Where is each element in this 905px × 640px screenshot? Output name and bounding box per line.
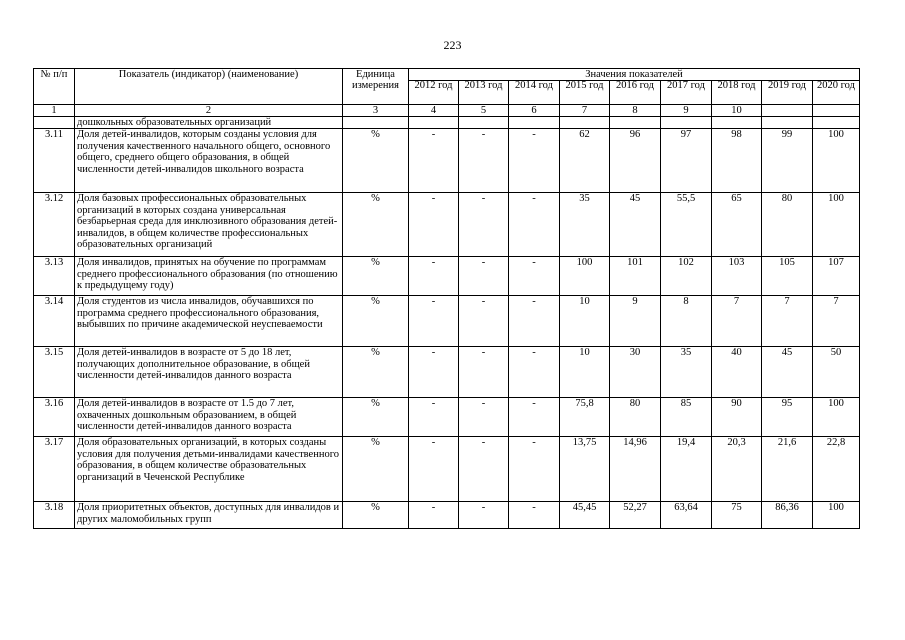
data-rows	[34, 129, 860, 529]
row-number: 3.12	[34, 193, 75, 257]
row-value: 80	[762, 193, 813, 257]
row-unit: %	[343, 129, 409, 193]
row-value: 96	[610, 129, 661, 193]
header-row-top	[34, 69, 860, 81]
row-value: -	[459, 437, 509, 502]
table-row	[34, 296, 860, 347]
row-indicator: Доля образовательных организаций, в которых созданы условия для получения детьми-инвалидами качественного образования, в общем количестве образовательных организаций в Чеченской Республике	[75, 437, 343, 502]
table-row	[34, 347, 860, 398]
header-year: 2016 год	[610, 81, 661, 105]
column-numbers-row	[34, 105, 860, 117]
row-value: -	[459, 502, 509, 529]
header-values: Значения показателей	[409, 69, 860, 81]
header-year: 2013 год	[459, 81, 509, 105]
row-value: 100	[813, 398, 860, 437]
row-unit: %	[343, 398, 409, 437]
page-number: 223	[443, 38, 462, 52]
row-number: 3.15	[34, 347, 75, 398]
row-number: 3.14	[34, 296, 75, 347]
indicators-table	[33, 68, 860, 529]
row-value: 101	[610, 257, 661, 296]
header-year: 2018 год	[712, 81, 762, 105]
header-year: 2015 год	[560, 81, 610, 105]
row-value: 35	[661, 347, 712, 398]
column-number: 1	[34, 105, 75, 117]
row-number: 3.13	[34, 257, 75, 296]
row-value: 7	[762, 296, 813, 347]
row-value: 19,4	[661, 437, 712, 502]
row-value: 10	[560, 347, 610, 398]
table-row	[34, 193, 860, 257]
row-unit: %	[343, 437, 409, 502]
row-value: 95	[762, 398, 813, 437]
row-value: 100	[560, 257, 610, 296]
column-number: 2	[75, 105, 343, 117]
row-indicator: Доля приоритетных объектов, доступных для инвалидов и других маломобильных групп	[75, 502, 343, 529]
row-value: 9	[610, 296, 661, 347]
row-value: 55,5	[661, 193, 712, 257]
row-value: -	[509, 296, 560, 347]
row-value: 100	[813, 502, 860, 529]
row-value: -	[409, 347, 459, 398]
row-value: 52,27	[610, 502, 661, 529]
row-value: -	[409, 129, 459, 193]
row-value: -	[509, 502, 560, 529]
table-row	[34, 129, 860, 193]
row-value: 97	[661, 129, 712, 193]
row-value: -	[509, 193, 560, 257]
row-number: 3.17	[34, 437, 75, 502]
row-value: 107	[813, 257, 860, 296]
row-value: -	[459, 129, 509, 193]
table-row	[34, 437, 860, 502]
row-unit: %	[343, 502, 409, 529]
column-number: 6	[509, 105, 560, 117]
column-number: 9	[661, 105, 712, 117]
row-unit: %	[343, 257, 409, 296]
row-value: -	[459, 347, 509, 398]
row-indicator: Доля студентов из числа инвалидов, обучавшихся по программа среднего профессионального образования, выбывших по причине академической неуспеваемости	[75, 296, 343, 347]
header-year: 2019 год	[762, 81, 813, 105]
row-value: 35	[560, 193, 610, 257]
row-indicator: Доля детей-инвалидов в возрасте от 5 до 18 лет, получающих дополнительное образование, в общей численности детей-инвалидов данного возраста	[75, 347, 343, 398]
row-value: -	[409, 398, 459, 437]
row-value: 98	[712, 129, 762, 193]
row-value: 22,8	[813, 437, 860, 502]
row-value: 99	[762, 129, 813, 193]
row-value: 103	[712, 257, 762, 296]
row-value: -	[509, 257, 560, 296]
row-value: 40	[712, 347, 762, 398]
header-year: 2020 год	[813, 81, 860, 105]
row-value: 50	[813, 347, 860, 398]
row-value: -	[509, 129, 560, 193]
row-value: -	[459, 296, 509, 347]
row-number: 3.18	[34, 502, 75, 529]
row-value: 10	[560, 296, 610, 347]
column-number	[762, 105, 813, 117]
row-value: -	[509, 437, 560, 502]
row-value: 45	[762, 347, 813, 398]
row-value: 85	[661, 398, 712, 437]
continuation-text: дошкольных образовательных организаций	[75, 117, 343, 129]
row-value: 13,75	[560, 437, 610, 502]
row-value: 62	[560, 129, 610, 193]
row-value: -	[459, 193, 509, 257]
row-value: 90	[712, 398, 762, 437]
row-value: -	[409, 296, 459, 347]
row-unit: %	[343, 193, 409, 257]
column-number	[813, 105, 860, 117]
row-value: 65	[712, 193, 762, 257]
row-value: -	[409, 193, 459, 257]
header-unit: Единица измерения	[343, 69, 409, 105]
row-value: 63,64	[661, 502, 712, 529]
header-indicator: Показатель (индикатор) (наименование)	[75, 69, 343, 105]
row-value: 100	[813, 129, 860, 193]
row-value: 21,6	[762, 437, 813, 502]
header-year: 2012 год	[409, 81, 459, 105]
row-value: 30	[610, 347, 661, 398]
row-value: 105	[762, 257, 813, 296]
row-indicator: Доля детей-инвалидов в возрасте от 1.5 до 7 лет, охваченных дошкольным образованием, в общей численности детей-инвалидов данного возраста	[75, 398, 343, 437]
row-value: 86,36	[762, 502, 813, 529]
table-row	[34, 398, 860, 437]
row-value: 100	[813, 193, 860, 257]
row-number: 3.16	[34, 398, 75, 437]
row-value: -	[459, 398, 509, 437]
header-year: 2017 год	[661, 81, 712, 105]
row-value: 102	[661, 257, 712, 296]
row-value: -	[509, 347, 560, 398]
continuation-row	[34, 117, 860, 129]
row-value: 7	[813, 296, 860, 347]
row-value: 14,96	[610, 437, 661, 502]
column-number: 7	[560, 105, 610, 117]
row-value: 75	[712, 502, 762, 529]
column-number: 4	[409, 105, 459, 117]
row-value: 8	[661, 296, 712, 347]
column-number: 5	[459, 105, 509, 117]
row-unit: %	[343, 296, 409, 347]
table-row	[34, 502, 860, 529]
header-year: 2014 год	[509, 81, 560, 105]
column-number: 3	[343, 105, 409, 117]
row-indicator: Доля инвалидов, принятых на обучение по программам среднего профессионального образования (по отношению к предыдущему году)	[75, 257, 343, 296]
row-value: 45,45	[560, 502, 610, 529]
row-number: 3.11	[34, 129, 75, 193]
row-value: 45	[610, 193, 661, 257]
row-indicator: Доля детей-инвалидов, которым созданы условия для получения качественного начального общего, основного общего, среднего общего образования, в общей численности детей-инвалидов школьного возраста	[75, 129, 343, 193]
table-row	[34, 257, 860, 296]
row-value: 80	[610, 398, 661, 437]
row-value: 75,8	[560, 398, 610, 437]
row-value: -	[409, 502, 459, 529]
row-indicator: Доля базовых профессиональных образовательных организаций в которых создана универсальная безбарьерная среда для инклюзивного образования детей-инвалидов, в общем количестве профессиональных образовательных организаций	[75, 193, 343, 257]
row-value: -	[409, 437, 459, 502]
column-number: 10	[712, 105, 762, 117]
row-value: -	[409, 257, 459, 296]
row-value: -	[459, 257, 509, 296]
row-value: -	[509, 398, 560, 437]
column-number: 8	[610, 105, 661, 117]
row-value: 20,3	[712, 437, 762, 502]
row-value: 7	[712, 296, 762, 347]
row-unit: %	[343, 347, 409, 398]
header-num: № п/п	[34, 69, 75, 105]
